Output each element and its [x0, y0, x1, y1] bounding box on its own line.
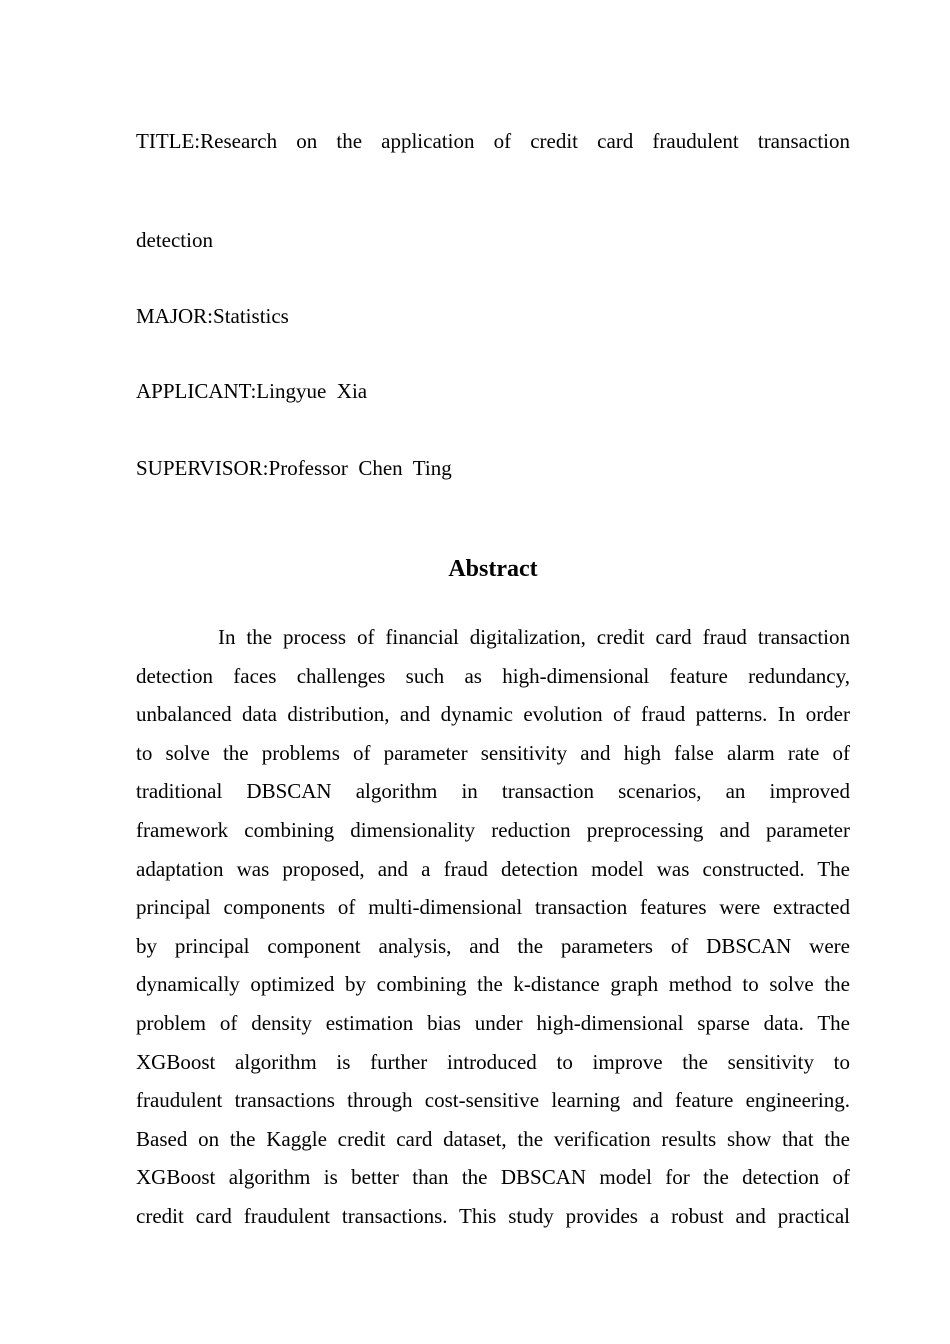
title-line-1: TITLE:Research on the application of credit card fraudulent transaction — [136, 129, 850, 153]
abstract-line: Based on the Kaggle credit card dataset, the verification results show that the — [136, 1126, 850, 1151]
abstract-line: detection faces challenges such as high-dimensional feature redundancy, — [136, 663, 850, 688]
abstract-line: unbalanced data distribution, and dynamic evolution of fraud patterns. In order — [136, 702, 850, 727]
abstract-line: to solve the problems of parameter sensitivity and high false alarm rate of — [136, 740, 850, 765]
applicant-line: APPLICANT:Lingyue Xia — [136, 379, 368, 403]
abstract-line: problem of density estimation bias under high-dimensional sparse data. The — [136, 1010, 850, 1035]
abstract-line: credit card fraudulent transactions. This study provides a robust and practical — [136, 1203, 850, 1228]
abstract-line: principal components of multi-dimensional transaction features were extracted — [136, 895, 850, 920]
abstract-line: In the process of financial digitalization, credit card fraud transaction — [218, 625, 850, 649]
abstract-line: adaptation was proposed, and a fraud detection model was constructed. The — [136, 856, 850, 881]
abstract-line: by principal component analysis, and the parameters of DBSCAN were — [136, 933, 850, 958]
abstract-line: traditional DBSCAN algorithm in transaction scenarios, an improved — [136, 779, 850, 804]
abstract-body — [136, 618, 850, 1236]
major-line: MAJOR:Statistics — [136, 304, 289, 328]
abstract-line: fraudulent transactions through cost-sensitive learning and feature engineering. — [136, 1088, 850, 1113]
abstract-line: framework combining dimensionality reduction preprocessing and parameter — [136, 817, 850, 842]
abstract-heading: Abstract — [448, 556, 538, 582]
abstract-line: XGBoost algorithm is further introduced to improve the sensitivity to — [136, 1049, 850, 1074]
abstract-line: XGBoost algorithm is better than the DBSCAN model for the detection of — [136, 1165, 850, 1190]
abstract-line: dynamically optimized by combining the k-distance graph method to solve the — [136, 972, 850, 997]
supervisor-line: SUPERVISOR:Professor Chen Ting — [136, 456, 452, 480]
title-line-2: detection — [136, 228, 213, 252]
